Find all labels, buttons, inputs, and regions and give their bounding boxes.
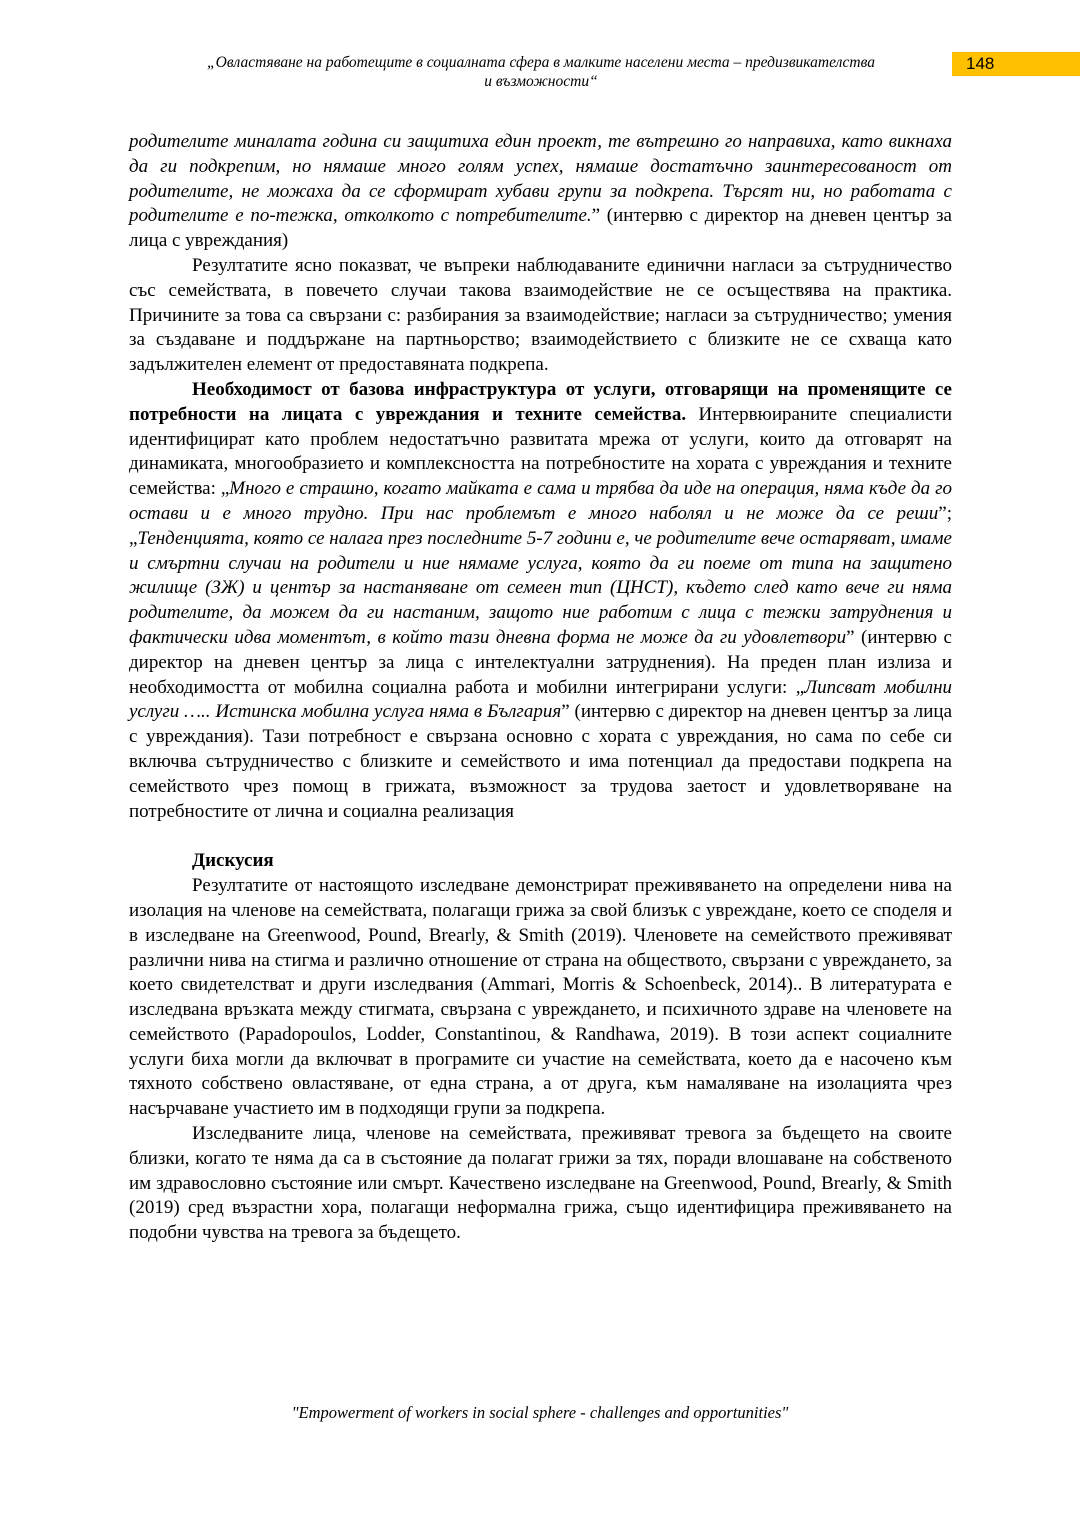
running-header-line-1: „Овластяване на работещите в социалната сфера в малките населени места – предизвикателства bbox=[207, 54, 875, 71]
infrastructure-quote-1: Много е страшно, когато майката е сама и трябва да иде на операция, няма къде да го остави и е много трудно. При нас проблемът е много наболял и не може да се реши bbox=[129, 478, 952, 524]
infrastructure-quote-3: Липсват мобилни услуги ….. Истинска мобилна услуга няма в България bbox=[129, 676, 953, 723]
infrastructure-text-4: ” (интервю с директор на дневен център за лица с увреждания). Тази потребност е свързана основно с хората с увреждания, но сама по себе си включва сътрудничество с близките и семейството и има потенциал да предостави подкрепа на семейството чрез помощ в грижата, възможност за трудова заетост и удовлетворяване на потребностите от лична и социална реализация bbox=[129, 701, 953, 822]
infrastructure-text-2: ”; „ bbox=[129, 502, 952, 549]
paragraph-discussion-1: Резултатите от настоящото изследване демонстрират преживяването на определени нива на изолация на членове на семействата, полагащи грижа за свой близък с увреждане, което се споделя и в изследване на Greenwood, Pound, Brearly, & Smith (2019). Членовете на семейството преживяват различни нива на стигма и различно отношение от страна на обществото, свързани с увреждането, за което свидетелстват и други изследвания (Ammari, Morris & Schoenbeck, 2014).. В литературата е изследвана връзката между стигмата, свързана с увреждането, и психичното здраве на членовете на семейството (Papadopoulos, Lodder, Constantinou, & Randhawa, 2019). В този аспект социалните услуги биха могли да включват в програмите си участие на семействата, което да е насочено към тяхното собствено овластяване, от една страна, а от друга, към намаляване на изолацията чрез насърчаване участието им в подходящи групи за подкрепа. bbox=[129, 875, 952, 1120]
running-footer: "Empowerment of workers in social sphere - challenges and opportunities" bbox=[291, 1403, 789, 1422]
section-heading-discussion: Дискусия bbox=[192, 850, 274, 872]
infrastructure-text-3: ” (интервю с директор на дневен център за лица с интелектуални затруднения). На преден план излиза и необходимостта от мобилна социална работа и мобилни интегрирани услуги: „ bbox=[129, 626, 952, 698]
running-header-line-2: и възможности“ bbox=[484, 73, 598, 90]
spacer bbox=[129, 824, 952, 849]
infrastructure-quote-2: Тенденцията, която се налага през последните 5-7 години е, че родителите вече остаряват, имаме и смъртни случаи на родители и ние нямаме услуга, която да ги поеме от типа на защитено жилище (ЗЖ) и център за настаняване от семеен тип (ЦНСТ), където след като вече ги няма родителите, да можем да ги настаним, защото ние работим с лица с тежки затруднения и фактически идва моментът, в който тази дневна форма не може да ги удовлетвори bbox=[129, 527, 952, 648]
quote-text: родителите миналата година си защитиха един проект, те вътрешно го направиха, като викнаха да ги подкрепим, но нямаше много голям успех, нямаше достатъчно заинтересованост от родителите, не можаха да се сформират хубави групи за подкрепа. Търсят ни, но работата с родителите е по-тежка, отколкото с потребителите. bbox=[129, 131, 952, 227]
paragraph-infrastructure bbox=[129, 378, 952, 824]
running-header bbox=[130, 53, 952, 91]
infrastructure-text-1: Интервюираните специалисти идентифицират като проблем недостатъчно развитата мрежа от услуги, които да отговарят на динамиката, многообразието и комплексността на потребностите на хората с увреждания и техните семейства: „ bbox=[129, 403, 952, 500]
infrastructure-heading: Необходимост от базова инфраструктура от услуги, отговарящи на променящите се потребности на лицата с увреждания и техните семейства. bbox=[129, 378, 952, 425]
page-number-badge: 148 bbox=[952, 52, 1080, 76]
body-text bbox=[129, 130, 952, 1246]
paragraph-results: Резултатите ясно показват, че въпреки наблюдаваните единични нагласи за сътрудничество със семействата, в повечето случаи такова взаимодействие не се осъществява на практика. Причините за това са свързани с: разбирания за взаимодействие; нагласи за сътрудничество; умения за създаване и поддържане на партньорство; взаимодействието с близките не се схваща като задължителен елемент от предоставяната подкрепа. bbox=[129, 254, 952, 376]
paragraph-discussion-2: Изследваните лица, членове на семействата, преживяват тревога за бъдещето на своите близки, когато те няма да са в състояние да полагат грижи за тях, поради влошаване на собственото им здравословно състояние или смърт. Качествено изследване на Greenwood, Pound, Brearly, & Smith (2019) сред възрастни хора, полагащи неформална грижа, също идентифицира преживяването на подобни чувства на тревога за бъдещето. bbox=[129, 1123, 952, 1244]
quote-source: ” (интервю с директор на дневен център за лица с увреждания) bbox=[129, 205, 952, 252]
paragraph-interview-quote bbox=[129, 130, 952, 254]
